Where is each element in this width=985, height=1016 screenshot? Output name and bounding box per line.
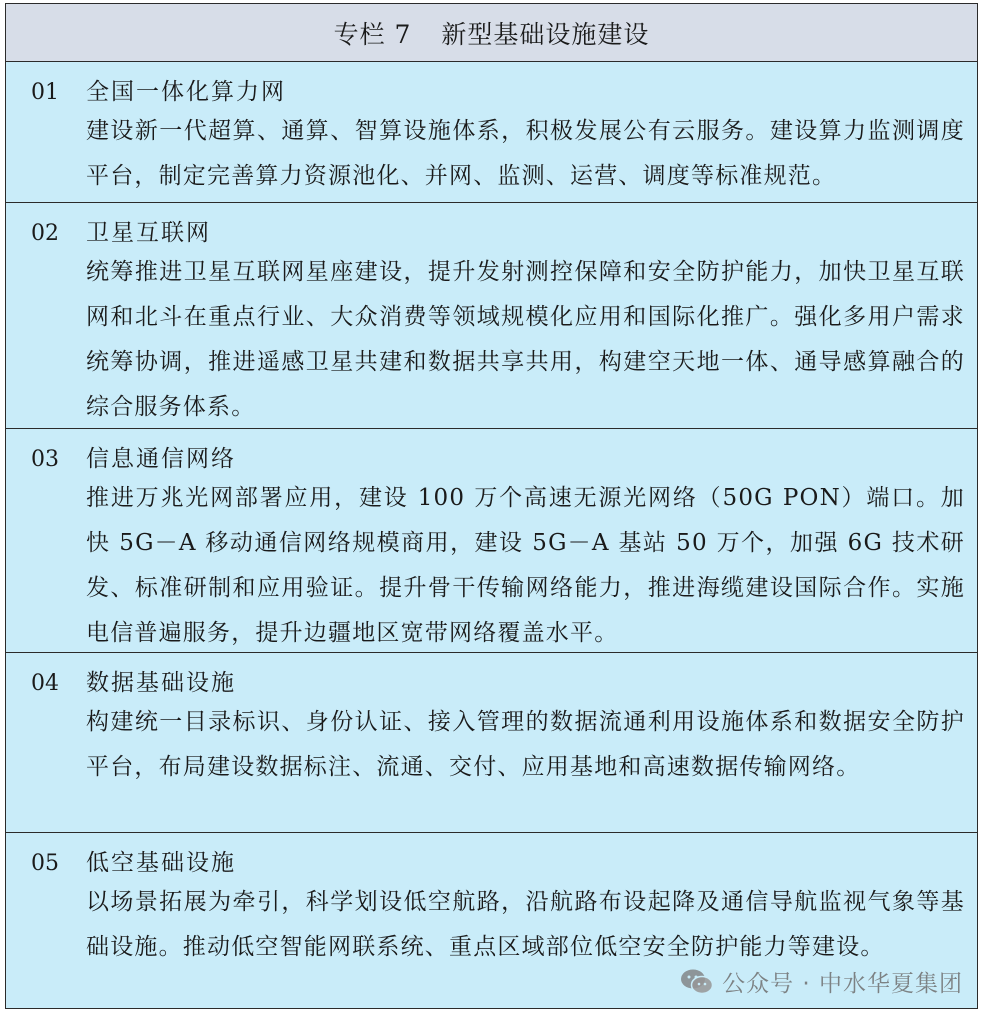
column-label: 专栏 7: [333, 19, 412, 49]
section-body: 建设新一代超算、通算、智算设施体系，积极发展公有云服务。建设算力监测调度平台，制定完善算力资源池化、并网、监测、运营、调度等标准规范。: [86, 118, 965, 189]
section-body: 统筹推进卫星互联网星座建设，提升发射测控保障和安全防护能力，加快卫星互联网和北斗在重点行业、大众消费等领域规模化应用和国际化推广。强化多用户需求统筹协调，推进遥感卫星共建和数据共享共用，构建空天地一体、通导感算融合的综合服务体系。: [86, 259, 965, 420]
section-title: 数据基础设施: [86, 670, 236, 696]
column-title: 新型基础设施建设: [441, 19, 650, 49]
watermark-text: 公众号 · 中水华夏集团: [722, 971, 963, 997]
column-panel: [5, 3, 978, 1009]
section-title: 低空基础设施: [86, 850, 236, 876]
section-body: 推进万兆光网部署应用，建设 100 万个高速无源光网络（50G PON）端口。加快 5G－A 移动通信网络规模商用，建设 5G－A 基站 50 万个，加强 6G 技术研发、标准研制和应用验证。提升骨干传输网络能力，推进海缆建设国际合作。实施电信普遍服务，提升边疆地区宽带网络覆盖水平。: [86, 485, 965, 646]
section-title: 信息通信网络: [86, 446, 236, 472]
section-04: [6, 653, 977, 833]
wechat-icon: [680, 968, 714, 996]
section-03: [6, 429, 977, 653]
section-number: 04: [31, 671, 59, 696]
section-number: 02: [31, 221, 59, 246]
section-02: [6, 203, 977, 429]
section-body: 以场景拓展为牵引，科学划设低空航路，沿航路布设起降及通信导航监视气象等基础设施。推动低空智能网联系统、重点区域部位低空安全防护能力等建设。: [86, 889, 965, 960]
section-body: 构建统一目录标识、身份认证、接入管理的数据流通利用设施体系和数据安全防护平台，布局建设数据标注、流通、交付、应用基地和高速数据传输网络。: [86, 709, 965, 780]
section-01: [6, 62, 977, 203]
watermark: [680, 965, 963, 998]
section-title: 卫星互联网: [86, 220, 211, 246]
section-number: 05: [31, 851, 59, 876]
column-header: [6, 4, 977, 62]
section-number: 03: [31, 447, 59, 472]
section-number: 01: [31, 80, 59, 105]
section-title: 全国一体化算力网: [86, 79, 286, 105]
